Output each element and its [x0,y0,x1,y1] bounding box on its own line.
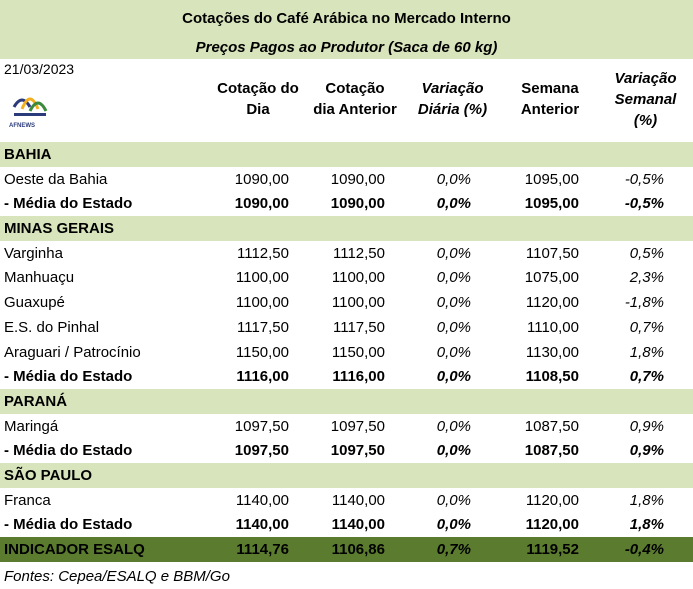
cell-semana: 1087,50 [524,442,579,459]
section-name: MINAS GERAIS [4,220,115,237]
cell-var-semanal: -1,8% [624,294,664,311]
cell-dia: 1114,76 [236,541,289,558]
table-subtitle: Preços Pagos ao Produtor (Saca de 60 kg) [0,33,693,59]
cell-semana: 1120,00 [525,516,579,533]
date-label: 21/03/2023 [4,61,75,77]
cell-local: Araguari / Patrocínio [4,344,141,361]
cell-semana: 1075,00 [524,269,579,286]
cell-anterior: 1112,50 [333,245,385,262]
cell-var-semanal: -0,4% [624,541,664,558]
cell-semana: 1120,00 [525,492,579,509]
cell-semana: 1119,52 [526,541,579,558]
cell-dia: 1150,00 [235,344,289,361]
table-row [0,290,693,315]
cell-var-semanal: 1,8% [629,344,664,361]
cell-dia: 1112,50 [237,245,289,262]
cell-anterior: 1090,00 [330,195,385,212]
table-row [0,315,693,340]
cell-var-diaria: 0,0% [436,294,471,311]
cell-dia: 1097,50 [234,418,289,435]
state-average-row [0,364,693,389]
cell-var-diaria: 0,0% [436,418,471,435]
cell-anterior: 1100,00 [331,294,385,311]
cell-var-diaria: 0,0% [436,195,471,212]
header-semana-anterior: Semana Anterior [520,80,580,118]
section-header [0,389,693,414]
cell-anterior: 1150,00 [331,344,385,361]
cell-dia: 1117,50 [237,319,289,336]
cell-var-diaria: 0,0% [436,269,471,286]
table-row [0,167,693,192]
cell-var-semanal: 0,9% [629,418,664,435]
table-row [0,414,693,439]
cell-anterior: 1090,00 [330,171,385,188]
table-row [0,265,693,290]
cell-dia: 1090,00 [234,171,289,188]
cell-local: Guaxupé [4,294,65,311]
cell-var-diaria: 0,0% [436,516,471,533]
cell-anterior: 1140,00 [331,516,385,533]
cell-var-semanal: 0,5% [629,245,664,262]
state-average-row [0,191,693,216]
cell-local: - Média do Estado [4,368,133,385]
state-average-row [0,512,693,537]
table-row [0,340,693,365]
footer-sources: Fontes: Cepea/ESALQ e BBM/Go [4,568,230,585]
cell-var-semanal: 1,8% [629,516,664,533]
cell-dia: 1116,00 [236,368,289,385]
cell-semana: 1108,50 [525,368,579,385]
cell-semana: 1130,00 [525,344,579,361]
cell-dia: 1090,00 [234,195,289,212]
cell-dia: 1140,00 [235,492,289,509]
table-title: Cotações do Café Arábica no Mercado Interno [0,0,693,33]
cell-var-semanal: -0,5% [624,171,664,188]
section-header [0,216,693,241]
header-cotacao-anterior: Cotação dia Anterior [313,80,397,118]
cell-local: - Média do Estado [4,516,133,533]
cell-var-diaria: 0,0% [436,492,471,509]
cell-local: - Média do Estado [4,195,133,212]
cell-dia: 1140,00 [235,516,289,533]
cell-semana: 1087,50 [524,418,579,435]
cell-anterior: 1140,00 [331,492,385,509]
indicator-row [0,537,693,562]
cell-var-diaria: 0,0% [436,368,471,385]
header-cotacao-dia: Cotação do Dia [217,80,299,118]
cell-var-semanal: 0,9% [629,442,664,459]
section-header [0,463,693,488]
cell-local: Oeste da Bahia [4,171,108,188]
header-variacao-diaria: Variação Diária (%) [417,80,488,118]
cell-local: INDICADOR ESALQ [4,541,145,558]
section-header [0,142,693,167]
logo-text: AFNEWS [9,123,35,129]
cell-local: Varginha [4,245,63,262]
cell-anterior: 1106,86 [331,541,385,558]
cell-var-semanal: 0,7% [629,319,664,336]
cell-local: - Média do Estado [4,442,133,459]
table-row [0,241,693,266]
afnews-logo [8,85,52,125]
cell-var-diaria: 0,0% [436,245,471,262]
cell-var-diaria: 0,0% [436,344,471,361]
cell-semana: 1095,00 [524,195,579,212]
cell-local: E.S. do Pinhal [4,319,100,336]
cell-var-diaria: 0,0% [436,442,471,459]
cell-var-semanal: -0,5% [624,195,664,212]
table-row [0,488,693,513]
cell-anterior: 1097,50 [330,418,385,435]
cell-semana: 1095,00 [524,171,579,188]
cell-var-semanal: 2,3% [629,269,664,286]
cell-var-semanal: 1,8% [629,492,664,509]
cell-dia: 1097,50 [234,442,289,459]
cell-local: Maringá [4,418,59,435]
state-average-row [0,438,693,463]
cell-anterior: 1097,50 [330,442,385,459]
cell-semana: 1120,00 [525,294,579,311]
cell-var-diaria: 0,0% [436,319,471,336]
cell-local: Franca [4,492,51,509]
cell-var-diaria: 0,0% [436,171,471,188]
cell-semana: 1107,50 [525,245,579,262]
cell-anterior: 1116,00 [332,368,385,385]
cell-dia: 1100,00 [235,269,289,286]
cell-anterior: 1117,50 [333,319,385,336]
cell-var-diaria: 0,7% [436,541,471,558]
cell-anterior: 1100,00 [331,269,385,286]
cell-dia: 1100,00 [235,294,289,311]
header-variacao-semanal: Variação Semanal (%) [614,70,677,129]
section-name: PARANÁ [4,393,68,410]
section-name: BAHIA [4,146,52,163]
section-name: SÃO PAULO [4,467,93,484]
cell-semana: 1110,00 [527,319,579,336]
cell-var-semanal: 0,7% [629,368,664,385]
cell-local: Manhuaçu [4,269,75,286]
